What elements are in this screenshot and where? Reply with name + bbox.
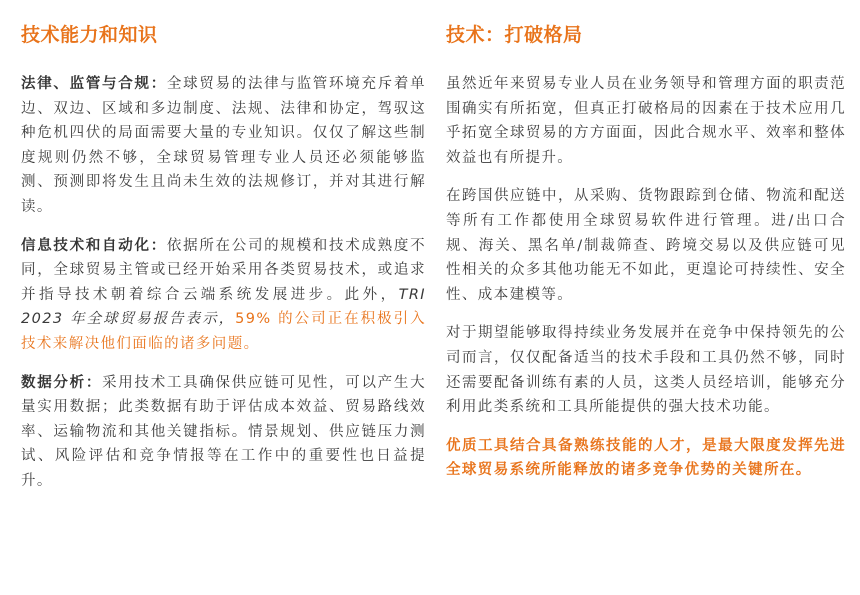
paragraph-it-automation <box>21 234 426 357</box>
paragraph-lead: 法律、监管与合规： <box>21 76 167 92</box>
paragraph-data-analysis <box>21 371 426 494</box>
paragraph-body: 采用技术工具确保供应链可见性，可以产生大量实用数据；此类数据有助于评估成本效益、贸易路线效率、运输物流和其他关键指标。情景规划、供应链压力测试、风险评估和竞争情报等在工作中的重要性也日益提升。 <box>21 374 426 489</box>
paragraph-legal-compliance <box>21 72 426 220</box>
right-column <box>446 20 846 497</box>
highlight-statistic: 59% 的公司正在积极引入技术来解决他们面临的诸多问题。 <box>21 311 426 352</box>
paragraph-conclusion: 优质工具结合具备熟练技能的人才，是最大限度发挥先进全球贸易系统所能释放的诸多竞争优势的关键所在。 <box>446 437 846 479</box>
paragraph-supply-chain: 在跨国供应链中，从采购、货物跟踪到仓储、物流和配送等所有工作都使用全球贸易软件进行管理。进/出口合规、海关、黑名单/制裁筛查、跨境交易以及供应链可见性相关的众多其他功能无不如此，更遑论可持续性、安全性、成本建模等。 <box>446 188 846 303</box>
paragraph-people: 对于期望能够取得持续业务发展并在竞争中保持领先的公司而言，仅仅配备适当的技术手段和工具仍然不够，同时还需要配备训练有素的人员，这类人员经培训，能够充分利用此类系统和工具所能提供的强大技术功能。 <box>446 325 846 416</box>
section-title-breaking-pattern: 技术：打破格局 <box>446 24 583 46</box>
left-column <box>21 20 426 508</box>
paragraph-lead: 信息技术和自动化： <box>21 237 167 254</box>
paragraph-body: 依据所在公司的规模和技术成熟度不同，全球贸易主管或已经开始采用各类贸易技术，或追求并指导技术朝着综合云端系统发展进步。此外， <box>21 237 426 303</box>
paragraph-lead: 数据分析： <box>21 374 103 391</box>
paragraph-body: 全球贸易的法律与监管环境充斥着单边、双边、区域和多边制度、法规、法律和协定，驾驭这种危机四伏的局面需要大量的专业知识。仅仅了解这些制度规则仍然不够，全球贸易管理专业人员还必须能够监测、预测即将发生且尚未生效的法规修订，并对其进行解读。 <box>21 76 426 215</box>
section-title-technical-skills: 技术能力和知识 <box>21 24 158 46</box>
paragraph-intro: 虽然近年来贸易专业人员在业务领导和管理方面的职责范围确实有所拓宽，但真正打破格局的因素在于技术应用几乎拓宽全球贸易的方方面面，因此合规水平、效率和整体效益也有所提升。 <box>446 76 846 166</box>
report-reference: TRI 2023 年全球贸易报告表示， <box>21 286 426 328</box>
